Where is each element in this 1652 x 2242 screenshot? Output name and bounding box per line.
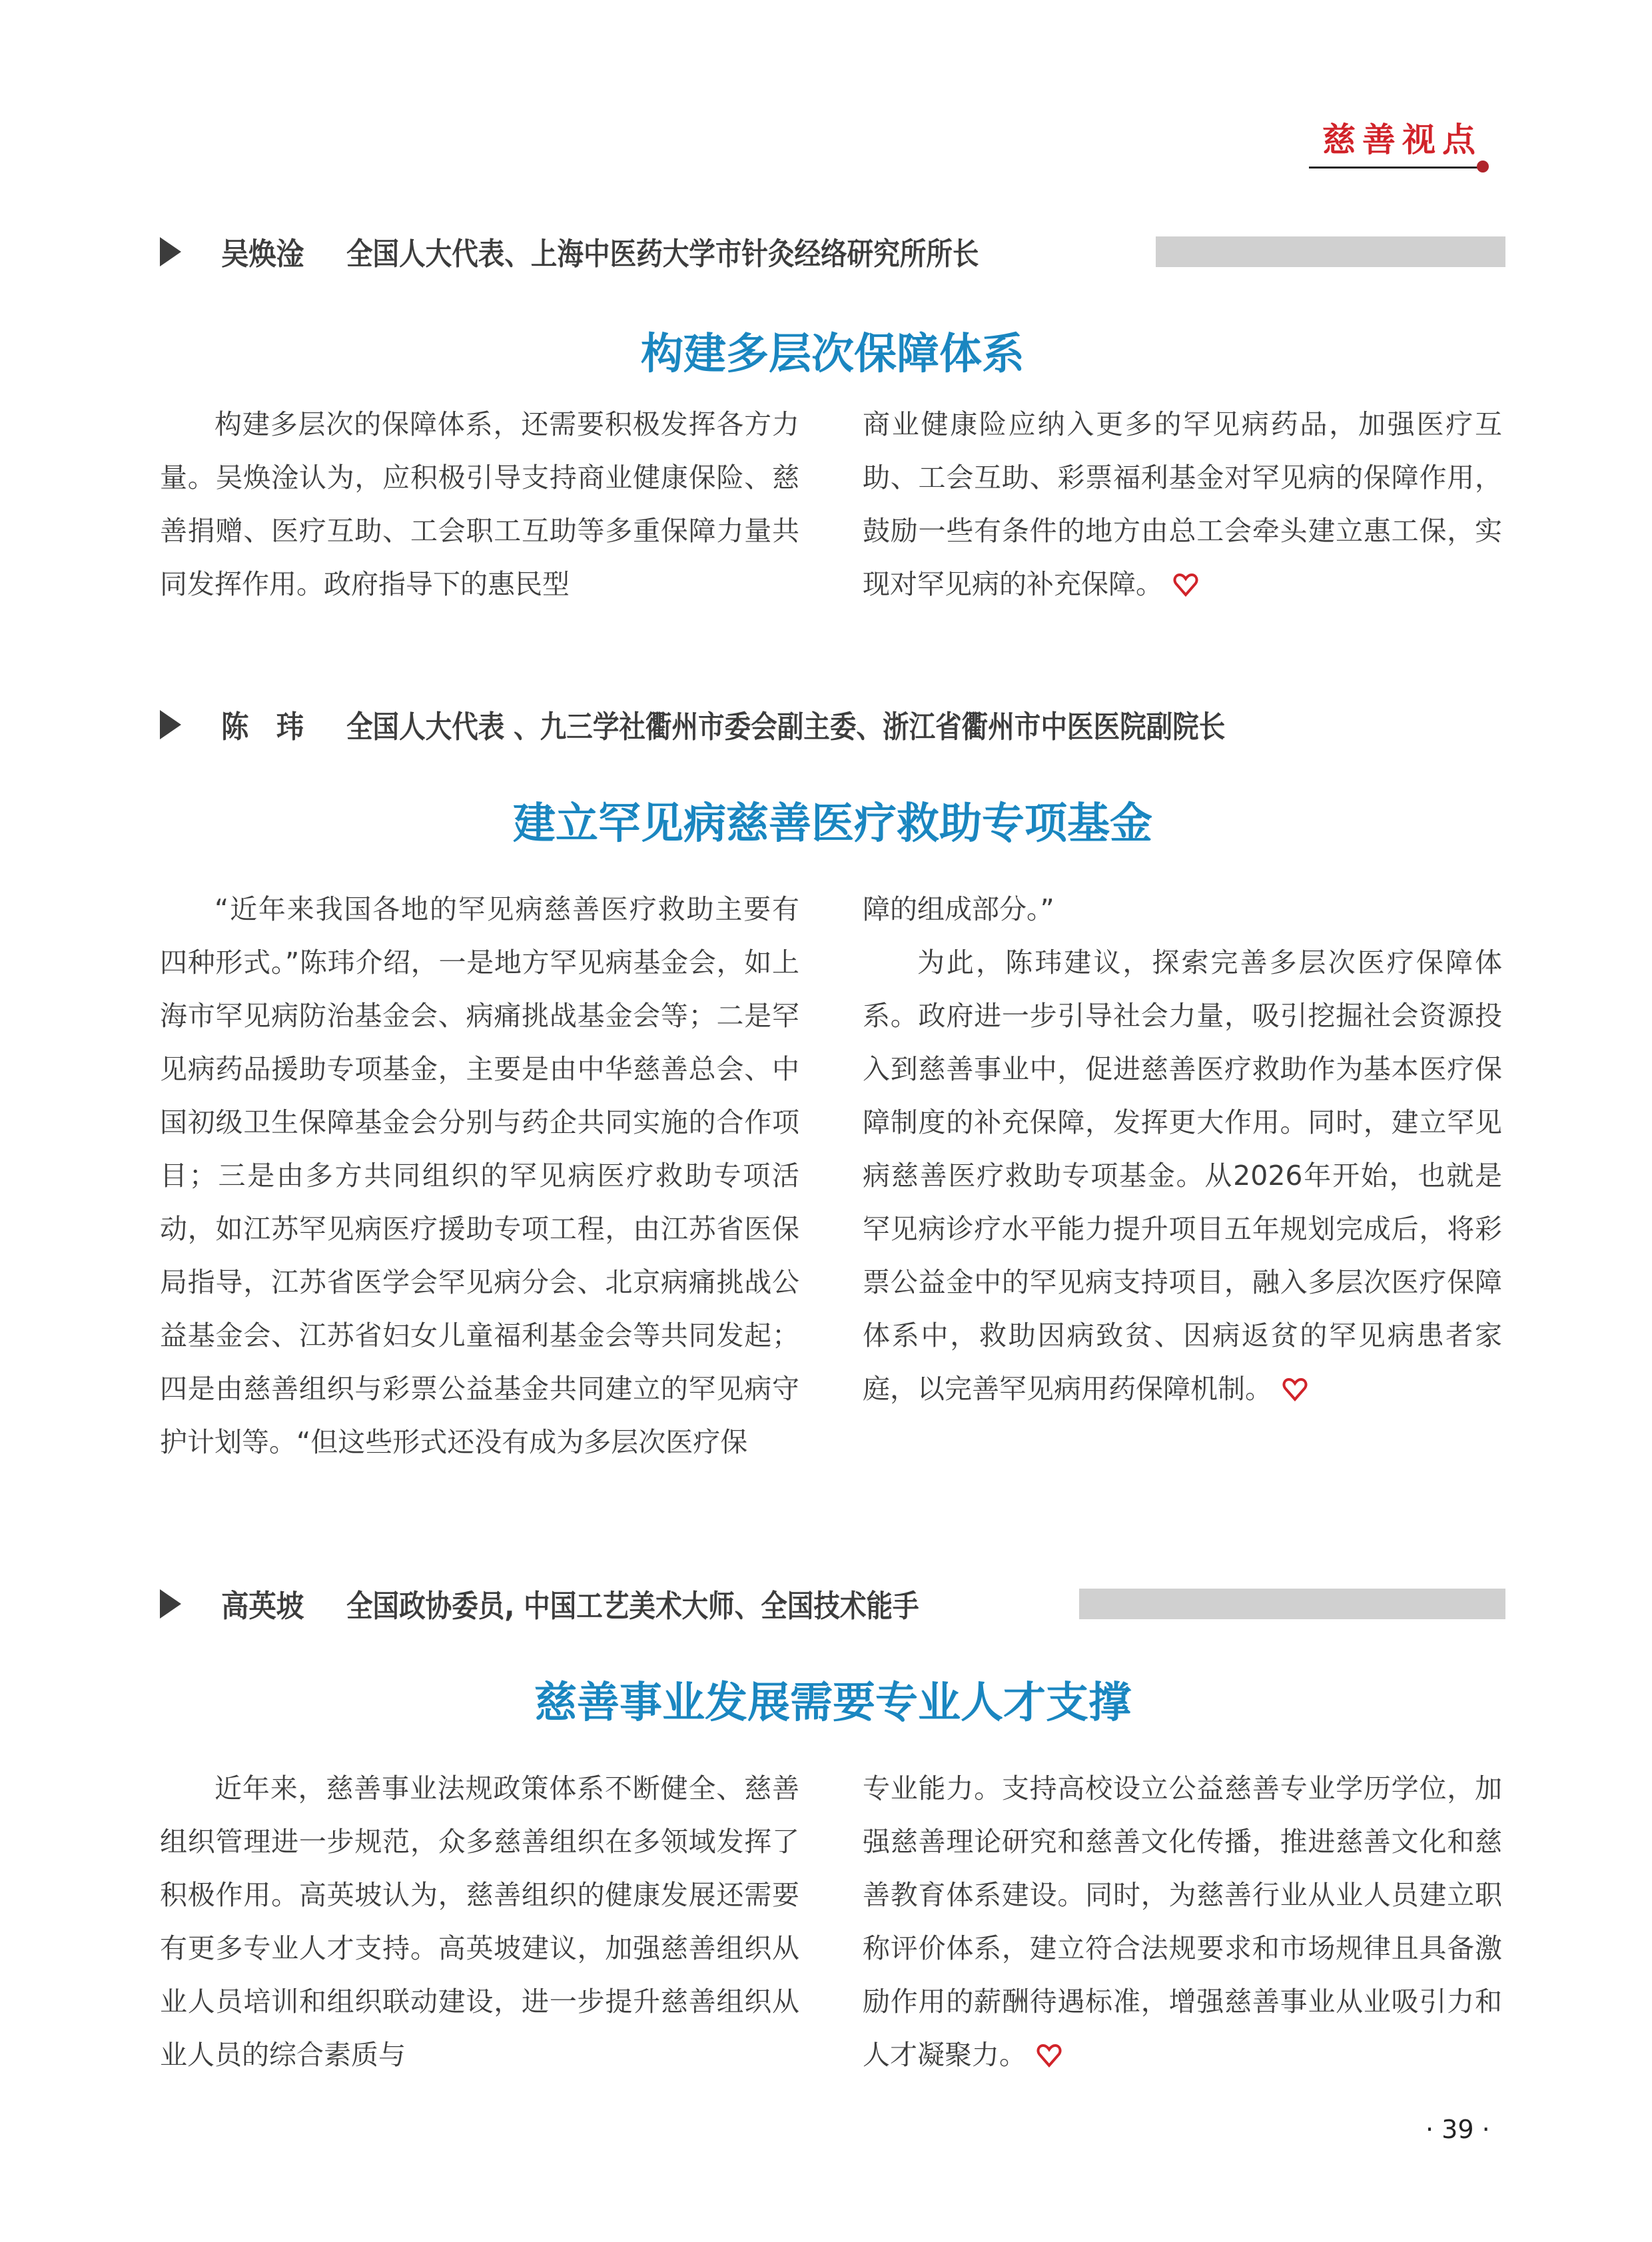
paragraph-text: 专业能力。支持高校设立公益慈善专业学历学位，加强慈善理论研究和慈善文化传播，推进慈善文化和慈善教育体系建设。同时，为慈善行业从业人员建立职称评价体系，建立符合法规要求和市场规律且具备激励作用的薪酬待遇标准，增强慈善事业从业吸引力和人才凝聚力。: [863, 1772, 1502, 2071]
paragraph: 障的组成部分。”: [863, 893, 1054, 925]
right-column: [863, 1762, 1502, 2081]
speaker-header: [160, 1584, 1505, 1624]
paragraph: 近年来，慈善事业法规政策体系不断健全、慈善组织管理进一步规范，众多慈善组织在多领域发挥了积极作用。高英坡认为，慈善组织的健康发展还需要有更多专业人才支持。高英坡建议，加强慈善组织从业人员培训和组织联动建设，进一步提升慈善组织从业人员的综合素质与: [160, 1772, 799, 2071]
left-column: [160, 398, 799, 611]
header-bar: [1079, 1589, 1505, 1619]
heart-icon: [1282, 1376, 1308, 1403]
section-headline: 建立罕见病慈善医疗救助专项基金: [513, 799, 1152, 849]
heart-icon: [1036, 2042, 1062, 2069]
column-tag-underline: [1309, 167, 1483, 169]
paragraph: [863, 1762, 1502, 2081]
paragraph: [863, 398, 1502, 611]
left-column: [160, 1762, 799, 2081]
triangle-icon: [160, 1589, 181, 1619]
paragraph-text: 为此，陈玮建议，探索完善多层次医疗保障体系。政府进一步引导社会力量，吸引挖掘社会资源投入到慈善事业中，促进慈善医疗救助作为基本医疗保障制度的补充保障，发挥更大作用。同时，建立罕见病慈善医疗救助专项基金。从2026年开始，也就是罕见病诊疗水平能力提升项目五年规划完成后，将彩票公益金中的罕见病支持项目，融入多层次医疗保障体系中，救助因病致贫、因病返贫的罕见病患者家庭，以完善罕见病用药保障机制。: [863, 946, 1502, 1405]
header-bar: [1156, 236, 1505, 267]
heart-icon: [1172, 571, 1199, 598]
column-tag-dot: [1477, 161, 1489, 173]
paragraph-text: 商业健康险应纳入更多的罕见病药品，加强医疗互助、工会互助、彩票福利基金对罕见病的保障作用，鼓励一些有条件的地方由总工会牵头建立惠工保，实现对罕见病的补充保障。: [863, 408, 1502, 600]
speaker-title: 全国政协委员, 中国工艺美术大师、全国技术能手: [346, 1588, 919, 1624]
speaker-title: 全国人大代表 、九三学社衢州市委会副主委、浙江省衢州市中医医院副院长: [346, 709, 1226, 745]
page-number: · 39 ·: [1426, 2115, 1490, 2144]
speaker-name: 高英坡: [221, 1588, 304, 1624]
right-column: [863, 398, 1502, 611]
speaker-title: 全国人大代表、上海中医药大学市针灸经络研究所所长: [346, 236, 979, 272]
left-column: [160, 883, 799, 1469]
column-tag: [1309, 113, 1502, 180]
section-headline: 慈善事业发展需要专业人才支撑: [534, 1679, 1131, 1728]
speaker-name: 陈 玮: [221, 709, 304, 745]
paragraph: [863, 936, 1502, 1415]
section-headline: 构建多层次保障体系: [641, 330, 1025, 379]
speaker-header: [160, 232, 1505, 272]
column-tag-label: 慈善视点: [1322, 120, 1482, 159]
triangle-icon: [160, 710, 181, 739]
right-column: [863, 883, 1502, 1415]
speaker-name: 吴焕淦: [221, 236, 304, 272]
speaker-header: [160, 705, 1505, 745]
paragraph: 构建多层次的保障体系，还需要积极发挥各方力量。吴焕淦认为，应积极引导支持商业健康保险、慈善捐赠、医疗互助、工会职工互助等多重保障力量共同发挥作用。政府指导下的惠民型: [160, 408, 799, 600]
triangle-icon: [160, 237, 181, 266]
paragraph: “近年来我国各地的罕见病慈善医疗救助主要有四种形式。”陈玮介绍，一是地方罕见病基金会，如上海市罕见病防治基金会、病痛挑战基金会等；二是罕见病药品援助专项基金，主要是由中华慈善总会、中国初级卫生保障基金会分别与药企共同实施的合作项目；三是由多方共同组织的罕见病医疗救助专项活动，如江苏罕见病医疗援助专项工程，由江苏省医保局指导，江苏省医学会罕见病分会、北京病痛挑战公益基金会、江苏省妇女儿童福利基金会等共同发起；四是由慈善组织与彩票公益基金共同建立的罕见病守护计划等。“但这些形式还没有成为多层次医疗保: [160, 893, 799, 1458]
